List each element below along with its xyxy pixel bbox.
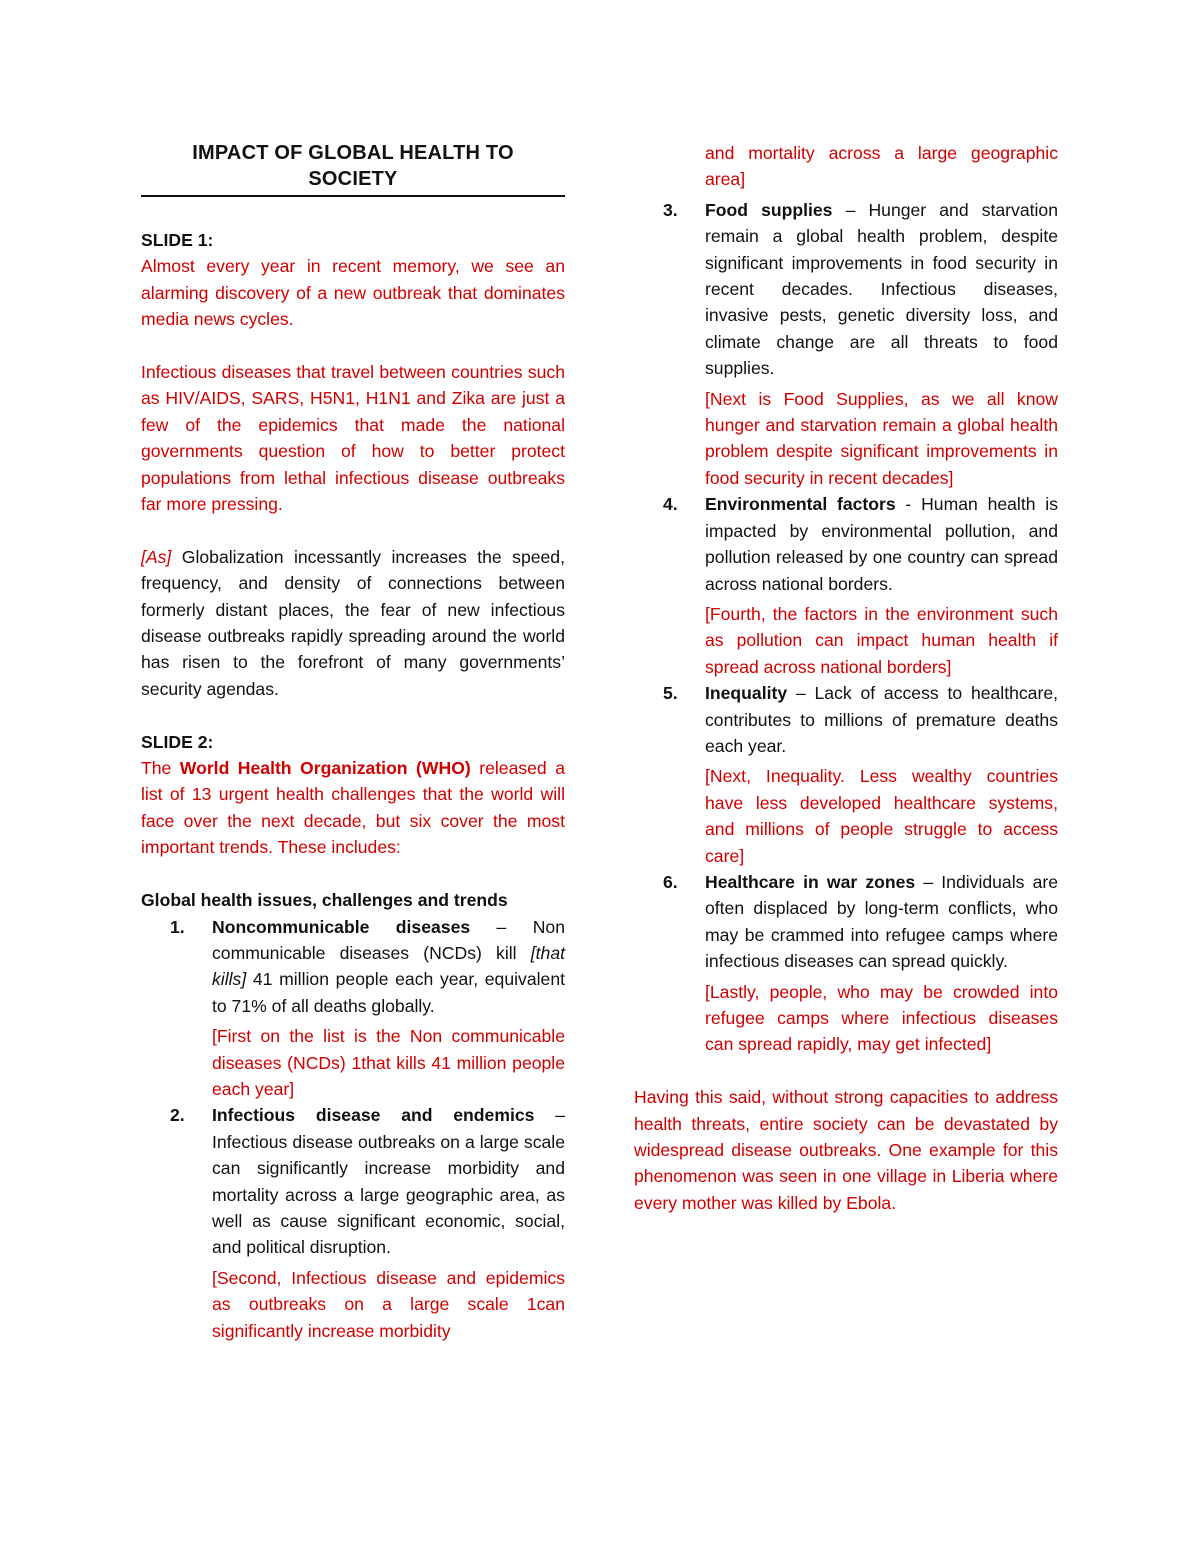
list-item bbox=[634, 869, 1058, 1058]
trends-list-part-2 bbox=[634, 140, 1058, 1058]
right-column bbox=[634, 140, 1058, 1216]
list-item-body bbox=[705, 680, 1058, 759]
who-name: World Health Organization (WHO) bbox=[179, 758, 471, 779]
title-line-1: IMPACT OF GLOBAL HEALTH TO bbox=[192, 142, 514, 164]
list-item-body bbox=[212, 1102, 565, 1260]
list-item-term: Infectious disease and endemics bbox=[212, 1105, 535, 1126]
left-column bbox=[141, 140, 565, 1344]
document-title bbox=[141, 140, 565, 197]
title-line-2: SOCIETY bbox=[308, 168, 398, 190]
list-heading: Global health issues, challenges and trends bbox=[141, 890, 508, 911]
list-item-text: – Infectious disease outbreaks on a large scale can significantly increase morbidity and mortality across a large geographic area, as well as cause significant economic, social, and political disruption. bbox=[212, 1105, 565, 1258]
list-item-term: Inequality bbox=[705, 683, 788, 704]
list-item-text-italic: [that kills] bbox=[212, 942, 565, 990]
list-item bbox=[634, 491, 1058, 680]
list-item-note: [Lastly, people, who may be crowded into refugee camps where infectious diseases can spread rapidly, may get infected] bbox=[705, 981, 1058, 1055]
list-item bbox=[141, 1102, 565, 1344]
list-item-text: – Lack of access to healthcare, contributes to millions of premature deaths each year. bbox=[705, 683, 1058, 756]
slide-1-paragraph-3-prefix: [As] bbox=[141, 546, 172, 567]
slide-1-label: SLIDE 1: bbox=[141, 230, 214, 250]
slide-1-paragraph-3-text: Globalization incessantly increases the speed, frequency, and density of connections between formerly distant places, the fear of new infectious disease outbreaks rapidly spreading around the world has risen to the forefront of many governments’ security agendas. bbox=[141, 546, 565, 699]
list-item-number: 4. bbox=[663, 494, 678, 515]
list-item-body bbox=[705, 491, 1058, 597]
slide-1-paragraph-2: Infectious diseases that travel between countries such as HIV/AIDS, SARS, H5N1, H1N1 and Zika are just a few of the epidemics that made the national governments question of how to better protect populations from lethal infectious disease outbreaks far more pressing. bbox=[141, 362, 565, 515]
slide-2-label: SLIDE 2: bbox=[141, 731, 214, 752]
list-item-number: 2. bbox=[170, 1105, 185, 1126]
slide-2-intro-pre: The bbox=[141, 758, 180, 779]
slide-2-intro-post: released a list of 13 urgent health challenges that the world will face over the next decade, but six cover the most important trends. These includes: bbox=[141, 758, 565, 858]
list-item bbox=[634, 197, 1058, 491]
list-item-body bbox=[212, 914, 565, 1020]
list-item-text-2: 41 million people each year, equivalent to 71% of all deaths globally. bbox=[212, 969, 565, 1016]
list-item-note: [Fourth, the factors in the environment such as pollution can impact human health if spread across national borders] bbox=[705, 603, 1058, 677]
list-item bbox=[634, 680, 1058, 869]
list-item-body bbox=[705, 197, 1058, 382]
slide-1-paragraph-3 bbox=[141, 544, 565, 702]
list-item-text: – Hunger and starvation remain a global health problem, despite significant improvements in food security in recent decades. Infectious diseases, invasive pests, genetic diversity loss, and climate change are all threats to food supplies. bbox=[705, 199, 1058, 379]
list-item-term: Food supplies bbox=[705, 199, 833, 220]
trends-list-part-1 bbox=[141, 914, 565, 1345]
slide-2-intro bbox=[141, 755, 565, 861]
list-item-term: Environmental factors bbox=[705, 494, 896, 515]
list-item-number: 1. bbox=[170, 916, 185, 937]
list-item-term: Noncommunicable diseases bbox=[212, 916, 471, 937]
list-item-note: [Second, Infectious disease and epidemics as outbreaks on a large scale 1can significantly increase morbidity bbox=[212, 1267, 565, 1341]
list-item-note: [Next, Inequality. Less wealthy countries have less developed healthcare systems, and millions of people struggle to access care] bbox=[705, 766, 1058, 866]
list-item-body bbox=[705, 869, 1058, 975]
list-item-note: [First on the list is the Non communicable diseases (NCDs) 1that kills 41 million people each year] bbox=[212, 1026, 565, 1099]
list-item-text: – Non communicable diseases (NCDs) kill bbox=[212, 916, 565, 963]
list-item-continued bbox=[634, 140, 1058, 193]
list-item-term: Healthcare in war zones bbox=[705, 871, 916, 892]
list-item-note-continued: and mortality across a large geographic area] bbox=[705, 143, 1058, 190]
list-item bbox=[141, 914, 565, 1103]
list-item-text: – Individuals are often displaced by long-term conflicts, who may be crammed into refugee camps where infectious diseases can spread quickly. bbox=[705, 871, 1058, 972]
slide-1-paragraph-1: Almost every year in recent memory, we see an alarming discovery of a new outbreak that dominates media news cycles. bbox=[141, 256, 565, 330]
list-item-number: 3. bbox=[663, 199, 678, 220]
list-item-number: 5. bbox=[663, 683, 678, 704]
list-item-note: [Next is Food Supplies, as we all know hunger and starvation remain a global health problem despite significant improvements in food security in recent decades] bbox=[705, 388, 1058, 488]
list-item-text: - Human health is impacted by environmental pollution, and pollution released by one country can spread across national borders. bbox=[705, 494, 1058, 594]
closing-paragraph: Having this said, without strong capacities to address health threats, entire society can be devastated by widespread disease outbreaks. One example for this phenomenon was seen in one village in Liberia where every mother was killed by Ebola. bbox=[634, 1087, 1058, 1213]
list-item-number: 6. bbox=[663, 871, 678, 892]
